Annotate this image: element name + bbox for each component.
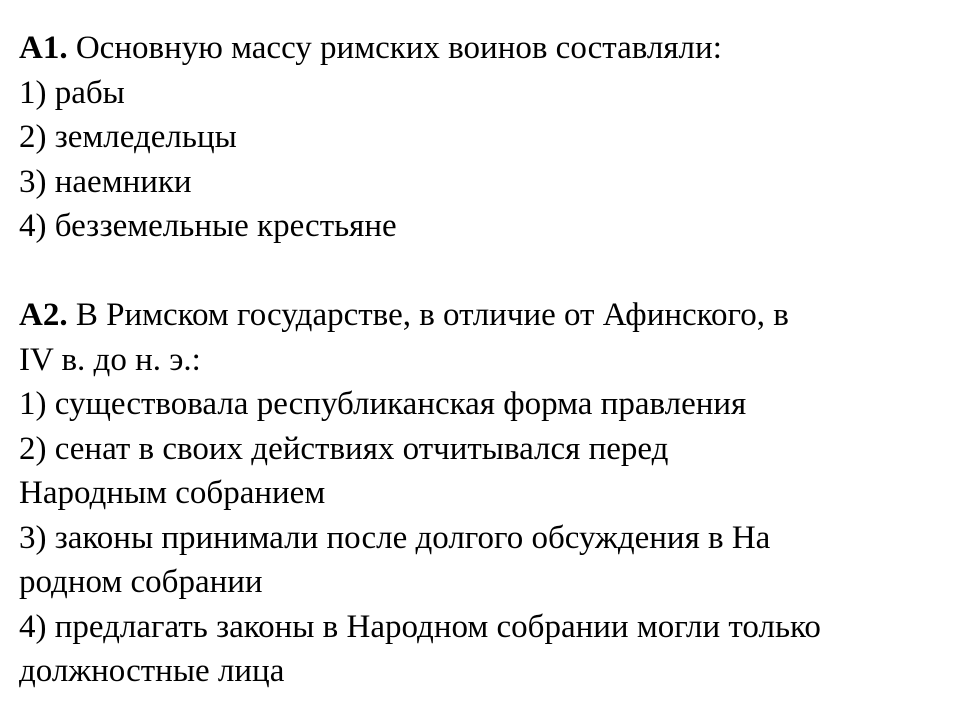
answer-option-4: 4) безземельные крестьяне [19, 208, 397, 244]
question-stem [19, 26, 944, 71]
question-label: А1. [19, 30, 68, 66]
question-text: Основную массу римских воинов составляли: [67, 30, 722, 66]
question-text: В Римском государстве, в отличие от Афинского, в [67, 297, 789, 333]
question-a1 [19, 26, 944, 249]
slide-content [19, 26, 944, 694]
answer-option-3-continued: родном собрании [19, 564, 263, 600]
answer-option-1: 1) рабы [19, 74, 125, 111]
answer-option-3: 3) законы принимали после долгого обсуждения в На [19, 519, 771, 556]
answer-option-2-continued: Народным собранием [19, 475, 326, 511]
question-separator [19, 249, 944, 294]
answer-option-4-continued: должностные лица [19, 653, 285, 689]
answer-option-4: 4) предлагать законы в Народном собрании могли только [19, 608, 821, 645]
question-a2 [19, 293, 944, 694]
answer-option-2: 2) сенат в своих действиях отчитывался перед [19, 430, 669, 467]
answer-option-3: 3) наемники [19, 163, 192, 200]
question-text-continued: IV в. до н. э.: [19, 341, 201, 378]
question-label: А2. [19, 297, 68, 333]
question-stem [19, 293, 944, 338]
answer-option-2: 2) земледельцы [19, 119, 237, 155]
answer-option-1: 1) существовала республиканская форма правления [19, 386, 747, 422]
